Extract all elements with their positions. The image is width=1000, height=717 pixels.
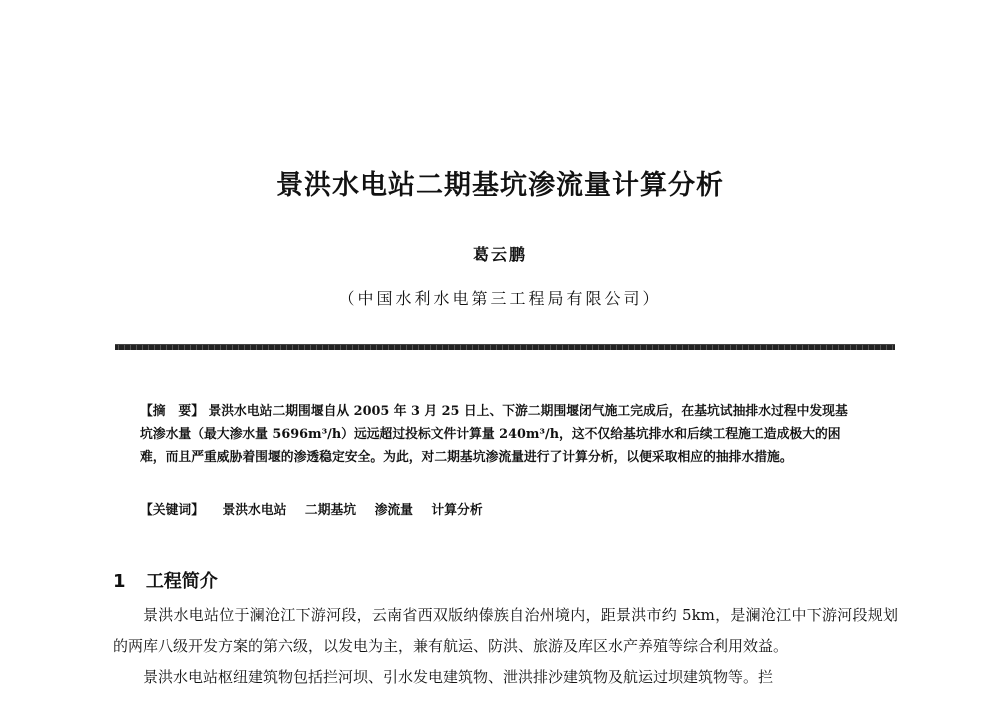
keyword: 二期基坑 (304, 503, 357, 518)
keyword: 景洪水电站 (222, 503, 287, 518)
abstract-text: 景洪水电站二期围堰自从 2005 年 3 月 25 日上、下游二期围堰闭气施工完成后，在基坑试抽排水过程中发现基坑渗水量（最大渗水量 5696m³/h）远远超过投标文件计算量 240m³/h，这不仅给基坑排水和后续工程施工造成极大的困难，而且严重威胁着围堰的渗透稳定安全。为此，对二期基坑渗流量进行了计算分析，以便采取相应的抽排水措施。 (140, 404, 848, 465)
abstract (140, 400, 860, 469)
abstract-label: 【摘 要】 (140, 404, 204, 419)
header-rule (115, 344, 895, 350)
section-heading (113, 567, 218, 593)
paragraph: 景洪水电站位于澜沧江下游河段，云南省西双版纳傣族自治州境内，距景洪市约 5km，是澜沧江中下游河段规划的两库八级开发方案的第六级，以发电为主，兼有航运、防洪、旅游及库区水产养殖等综合利用效益。 (113, 606, 898, 655)
affiliation: （中国水利水电第三工程局有限公司） (338, 289, 662, 308)
keyword: 渗流量 (374, 503, 413, 518)
paper-title: 景洪水电站二期基坑渗流量计算分析 (276, 170, 724, 201)
section-number: 1 (113, 571, 126, 592)
paragraph: 景洪水电站枢纽建筑物包括拦河坝、引水发电建筑物、泄洪排沙建筑物及航运过坝建筑物等。拦 (143, 668, 774, 686)
keywords (140, 499, 860, 522)
keyword: 计算分析 (431, 503, 483, 518)
author: 葛云鹏 (472, 245, 527, 264)
section-body (113, 600, 898, 693)
keywords-label: 【关键词】 (140, 503, 204, 518)
section-title: 工程简介 (145, 571, 218, 592)
